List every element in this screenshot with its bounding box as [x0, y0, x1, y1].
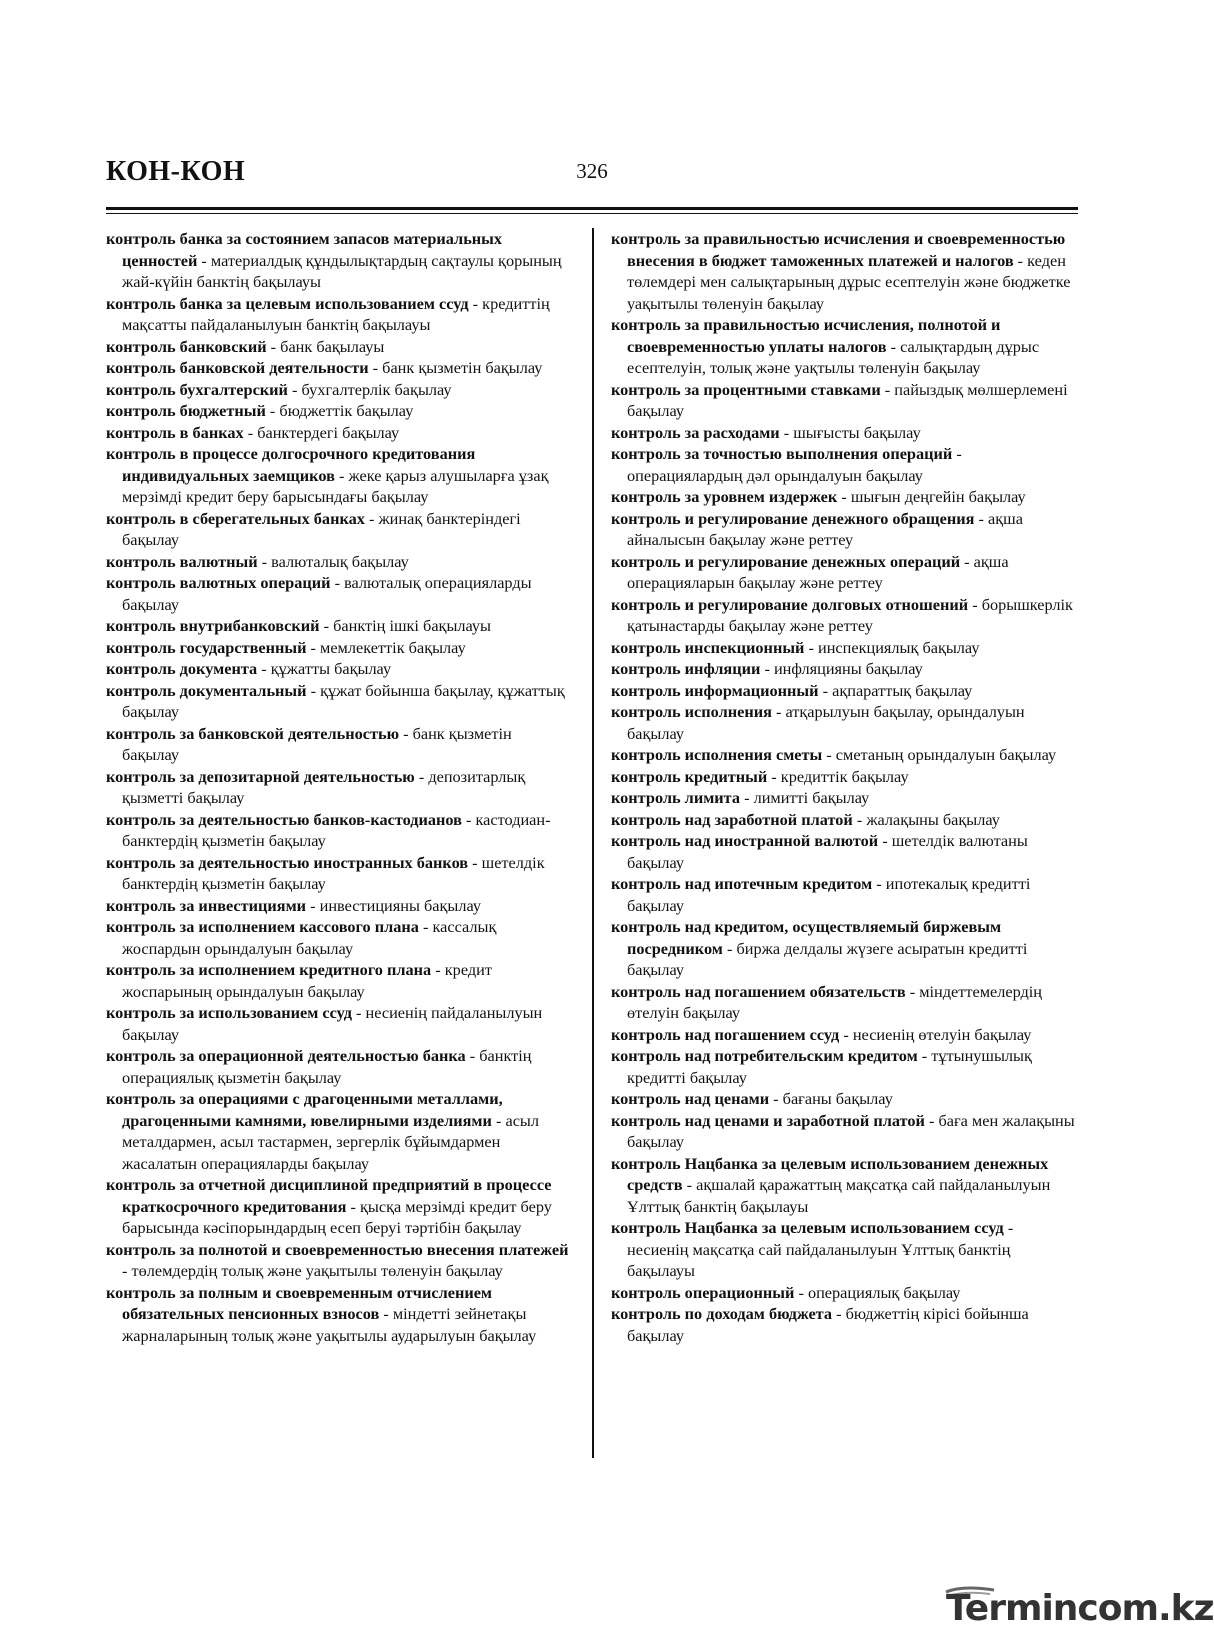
- entry-definition: қысқа мерзімді кредит беру барысында кәсіпорындардың есеп беруі тәртібін бақылау: [122, 1196, 552, 1237]
- entry-definition: пайыздық мөлшерлемені бақылау: [627, 379, 1068, 420]
- dictionary-entry: [611, 228, 1077, 314]
- dictionary-entry: [106, 400, 572, 422]
- column-divider: [592, 228, 594, 1458]
- entry-term: контроль за операциями с драгоценными металлами, драгоценными камнями, ювелирными изделиями: [106, 1089, 503, 1130]
- entry-definition: жеке қарыз алушыларға ұзақ мерзімді кредит беру барысындағы бақылау: [122, 465, 549, 506]
- entry-term: контроль за правильностью исчисления и своевременностью внесения в бюджет таможенных платежей и налогов: [611, 229, 1066, 270]
- entry-separator: -: [839, 1024, 853, 1044]
- entry-term: контроль банковский: [106, 336, 267, 356]
- entry-term: контроль банка за целевым использованием ссуд: [106, 293, 469, 313]
- entry-separator: -: [769, 1089, 783, 1108]
- entry-term: контроль за исполнением кассового плана: [106, 917, 419, 936]
- entry-definition: кастодиан-банктердің қызметін бақылау: [122, 809, 551, 850]
- entry-term: контроль за точностью выполнения операций: [611, 444, 953, 463]
- entry-definition: мемлекеттік бақылау: [320, 637, 466, 657]
- entry-separator: -: [257, 551, 272, 571]
- entry-term: контроль и регулирование денежных операций: [611, 551, 961, 571]
- dictionary-entry: [106, 615, 572, 637]
- entry-term: контроль за правильностью исчисления, полнотой и своевременностью уплаты налогов: [611, 315, 1001, 356]
- entry-separator: -: [468, 852, 482, 872]
- entry-separator: -: [334, 465, 349, 485]
- entry-term: контроль исполнения: [611, 702, 772, 721]
- dictionary-entry: [611, 1024, 1077, 1046]
- entry-definition: операциялық бақылау: [807, 1282, 961, 1302]
- entry-separator: -: [917, 1046, 932, 1065]
- entry-separator: -: [197, 250, 211, 270]
- entry-term: контроль по доходам бюджета: [611, 1304, 833, 1323]
- right-column: [611, 228, 1077, 1346]
- entry-definition: ақшалай қаражаттың мақсатқа сай пайдаланылуын Ұлттық банктің бақылауы: [627, 1175, 1051, 1216]
- page-number: 326: [576, 159, 608, 183]
- entry-definition: бағаны бақылау: [782, 1089, 893, 1108]
- entry-term: контроль за банковской деятельностью: [106, 723, 400, 743]
- dictionary-entry: [611, 809, 1077, 831]
- entry-separator: -: [767, 766, 781, 786]
- dictionary-entry: [611, 916, 1077, 981]
- dictionary-entry: [611, 873, 1077, 916]
- entry-term: контроль бюджетный: [106, 401, 266, 420]
- entry-separator: -: [418, 917, 433, 936]
- dictionary-entry: [611, 701, 1077, 744]
- entry-definition: кассалық жоспардын орындалуын бақылау: [122, 917, 497, 958]
- entry-term: контроль и регулирование долговых отношений: [611, 594, 969, 614]
- entry-term: контроль за расходами: [611, 422, 780, 442]
- dictionary-entry: [106, 443, 572, 508]
- entry-term: контроль над погашением обязательств: [611, 981, 906, 1001]
- entry-definition: жалақыны бақылау: [866, 809, 1000, 829]
- entry-separator: -: [878, 831, 892, 850]
- entry-definition: материалдық құндылықтардың сақтаулы қорының жай-күйін банктің бақылауы: [122, 250, 562, 291]
- entry-term: контроль за полнотой и своевременностью внесения платежей: [106, 1239, 569, 1259]
- entry-term: контроль государственный: [106, 637, 307, 657]
- entry-definition: атқарылуын бақылау, орындалуын бақылау: [627, 702, 1025, 743]
- entry-separator: -: [740, 788, 754, 807]
- dictionary-entry: [106, 1174, 572, 1239]
- entry-definition: банк бақылауы: [280, 336, 385, 356]
- entry-term: контроль кредитный: [611, 766, 768, 786]
- dictionary-entry: [611, 379, 1077, 422]
- entry-separator: -: [952, 444, 962, 463]
- entry-separator: -: [266, 336, 281, 356]
- entry-term: контроль банковской деятельности: [106, 358, 369, 377]
- entry-separator: -: [468, 293, 483, 313]
- dictionary-entry: [611, 486, 1077, 508]
- dictionary-entry: [611, 422, 1077, 444]
- dictionary-entry: [611, 744, 1077, 766]
- entry-term: контроль валютный: [106, 551, 258, 571]
- dictionary-entry: [611, 981, 1077, 1024]
- dictionary-entry: [106, 852, 572, 895]
- entry-term: контроль исполнения сметы: [611, 745, 823, 764]
- entry-definition: депозитарлық қызметті бақылау: [122, 766, 526, 807]
- entry-term: контроль над кредитом, осуществляемый биржевым посредником: [611, 917, 1002, 958]
- entry-term: контроль за инвестициями: [106, 895, 307, 915]
- entry-definition: құжатты бақылау: [270, 659, 392, 678]
- header-rule-thin: [106, 213, 1078, 214]
- entry-term: контроль в процессе долгосрочного кредитования индивидуальных заемщиков: [106, 444, 476, 485]
- entry-term: контроль внутрибанковский: [106, 616, 320, 635]
- entry-separator: -: [346, 1196, 361, 1216]
- entry-definition: кредиттік бақылау: [780, 766, 909, 786]
- dictionary-entry: [106, 508, 572, 551]
- dictionary-entry: [106, 723, 572, 766]
- entry-separator: -: [319, 616, 334, 635]
- entry-separator: -: [779, 422, 794, 442]
- entry-separator: -: [905, 981, 920, 1001]
- dictionary-entry: [106, 658, 572, 680]
- entry-definition: ипотекалық кредитті бақылау: [627, 874, 1031, 915]
- entry-separator: -: [872, 874, 886, 893]
- dictionary-entry: [106, 637, 572, 659]
- entry-definition: инспекциялық бақылау: [817, 637, 980, 657]
- entry-term: контроль Нацбанка за целевым использованием денежных средств: [611, 1153, 1049, 1194]
- entry-definition: инвестицияны бақылау: [319, 895, 481, 915]
- dictionary-entry: [106, 379, 572, 401]
- dictionary-entry: [611, 766, 1077, 788]
- entry-definition: ақпараттық бақылау: [832, 680, 973, 700]
- entry-separator: -: [1013, 250, 1028, 270]
- dictionary-entry: [611, 1088, 1077, 1110]
- entry-separator: -: [771, 702, 786, 721]
- dictionary-entry: [106, 959, 572, 1002]
- entry-separator: -: [243, 422, 258, 442]
- entry-term: контроль банка за состоянием запасов материальных ценностей: [106, 229, 503, 270]
- entry-separator: -: [306, 895, 320, 915]
- entry-separator: -: [465, 1046, 480, 1065]
- entry-term: контроль бухгалтерский: [106, 379, 288, 399]
- page-header: [106, 156, 1078, 212]
- entry-term: контроль за полным и своевременным отчислением обязательных пенсионных взносов: [106, 1282, 493, 1323]
- dictionary-entry: [106, 1088, 572, 1174]
- dictionary-entry: [611, 1110, 1077, 1153]
- entry-definition: бюджеттің кірісі бойынша бақылау: [627, 1304, 1029, 1345]
- entry-definition: бухгалтерлік бақылау: [301, 379, 452, 399]
- entry-definition: шетелдік банктердің қызметін бақылау: [122, 852, 545, 893]
- entry-term: контроль документа: [106, 659, 258, 678]
- entry-separator: -: [822, 745, 836, 764]
- dictionary-entry: [106, 766, 572, 809]
- dictionary-entry: [611, 443, 1077, 486]
- entry-separator: -: [837, 487, 851, 506]
- entry-definition: жинақ банктеріндегі бақылау: [122, 508, 521, 549]
- dictionary-entry: [106, 680, 572, 723]
- entry-term: контроль информационный: [611, 680, 819, 700]
- entry-term: контроль над ценами: [611, 1089, 770, 1108]
- dictionary-entry: [611, 1153, 1077, 1218]
- entry-definition: несиенің мақсатқа сай пайдаланылуын Ұлттық банктің бақылауы: [627, 1239, 1011, 1280]
- dictionary-entry: [106, 916, 572, 959]
- entry-term: контроль инспекционный: [611, 637, 805, 657]
- dictionary-entry: [106, 572, 572, 615]
- dictionary-entry: [106, 551, 572, 573]
- entry-definition: операциялардың дәл орындалуын бақылау: [627, 465, 923, 485]
- entry-definition: бюджеттік бақылау: [279, 401, 414, 420]
- entry-separator: -: [960, 551, 974, 571]
- entry-definition: шығын деңгейін бақылау: [850, 487, 1026, 506]
- section-title: КОН-КОН: [106, 156, 246, 187]
- dictionary-entry: [106, 1239, 572, 1282]
- entry-definition: инфляцияны бақылау: [773, 659, 923, 678]
- entry-definition: асыл металдармен, асыл тастармен, зергерлік бұйымдармен жасалатын операцияларды бақылау: [122, 1110, 539, 1173]
- entry-definition: кредит жоспарының орындалуын бақылау: [122, 960, 492, 1001]
- entry-term: контроль над погашением ссуд: [611, 1024, 840, 1044]
- entry-definition: ақша операцияларын бақылау және реттеу: [627, 551, 1009, 592]
- entry-separator: -: [257, 659, 271, 678]
- entry-term: контроль за исполнением кредитного плана: [106, 960, 432, 979]
- entry-definition: биржа делдалы жүзеге асыратын кредитті бақылау: [627, 938, 1028, 979]
- entry-definition: кеден төлемдері мен салықтарының дұрыс есептелуін және бюджетке уақытылы төленуін бақылау: [627, 250, 1071, 313]
- entry-term: контроль инфляции: [611, 659, 761, 678]
- entry-separator: -: [306, 637, 321, 657]
- dictionary-entry: [106, 336, 572, 358]
- entry-separator: -: [722, 938, 737, 958]
- entry-definition: шығысты бақылау: [793, 422, 921, 442]
- entry-separator: -: [1003, 1218, 1014, 1237]
- entry-term: контроль Нацбанка за целевым использованием ссуд: [611, 1218, 1004, 1237]
- entry-term: контроль операционный: [611, 1282, 795, 1302]
- dictionary-entry: [611, 830, 1077, 873]
- entry-definition: лимитті бақылау: [753, 788, 870, 807]
- entry-definition: ақша айналысын бақылау және реттеу: [627, 508, 1023, 549]
- dictionary-entry: [106, 895, 572, 917]
- entry-term: контроль за депозитарной деятельностью: [106, 766, 415, 786]
- entry-separator: -: [682, 1175, 697, 1194]
- entry-term: контроль за уровнем издержек: [611, 487, 838, 506]
- entry-separator: -: [968, 594, 982, 614]
- entry-definition: салықтардың дұрыс есептелуін, толық және уақтылы төленуін бақылау: [627, 336, 1040, 377]
- entry-separator: -: [306, 680, 321, 700]
- entry-term: контроль валютных операций: [106, 573, 331, 592]
- entry-definition: банк қызметін бақылау: [122, 723, 512, 764]
- site-watermark-logo: [946, 1588, 1214, 1632]
- dictionary-entry: [611, 1045, 1077, 1088]
- entry-term: контроль за деятельностью иностранных банков: [106, 852, 469, 872]
- entry-separator: -: [368, 358, 383, 377]
- watermark-text: Termincom.kz: [946, 1588, 1214, 1629]
- entry-separator: -: [491, 1110, 506, 1130]
- dictionary-entry: [106, 809, 572, 852]
- dictionary-entry: [106, 1002, 572, 1045]
- dictionary-entry: [611, 314, 1077, 379]
- entry-term: контроль за деятельностью банков-кастодианов: [106, 809, 462, 829]
- entry-definition: міндетті зейнетақы жарналарының толық және уақытылы аударылуын бақылау: [122, 1304, 537, 1345]
- dictionary-entry: [611, 594, 1077, 637]
- entry-definition: банктердегі бақылау: [257, 422, 400, 442]
- entry-definition: шетелдік валютаны бақылау: [627, 831, 1028, 872]
- entry-separator: -: [974, 508, 989, 528]
- entry-separator: -: [804, 637, 818, 657]
- entry-definition: баға мен жалақыны бақылау: [627, 1110, 1075, 1151]
- entry-definition: банктің операциялық қызметін бақылау: [122, 1046, 532, 1087]
- entry-separator: -: [414, 766, 429, 786]
- dictionary-entry: [611, 1303, 1077, 1346]
- dictionary-entry: [106, 422, 572, 444]
- entry-definition: құжат бойынша бақылау, құжаттық бақылау: [122, 680, 565, 721]
- dictionary-entry: [106, 293, 572, 336]
- entry-separator: -: [431, 960, 445, 979]
- entry-definition: тұтынушылық кредитті бақылау: [627, 1046, 1032, 1087]
- entry-definition: валюталық операцияларды бақылау: [122, 573, 532, 614]
- entry-definition: несиенің өтелуін бақылау: [852, 1024, 1032, 1044]
- entry-term: контроль и регулирование денежного обращения: [611, 508, 975, 528]
- dictionary-entry: [106, 1282, 572, 1347]
- entry-definition: банк қызметін бақылау: [382, 358, 543, 377]
- entry-term: контроль над ценами и заработной платой: [611, 1110, 925, 1130]
- entry-separator: -: [818, 680, 833, 700]
- dictionary-entry: [611, 551, 1077, 594]
- entry-term: контроль за отчетной дисциплиной предприятий в процессе краткосрочного кредитования: [106, 1175, 552, 1216]
- entry-term: контроль в банках: [106, 422, 244, 442]
- entry-separator: -: [461, 809, 476, 829]
- dictionary-entry: [611, 1217, 1077, 1282]
- dictionary-entry: [611, 787, 1077, 809]
- entry-separator: -: [886, 336, 901, 356]
- entry-separator: -: [794, 1282, 808, 1302]
- entry-term: контроль над заработной платой: [611, 809, 853, 829]
- header-rule-thick: [106, 207, 1078, 210]
- dictionary-entry: [106, 357, 572, 379]
- entry-separator: -: [880, 379, 895, 399]
- entry-definition: кредиттің мақсатты пайдаланылуын банктің бақылауы: [122, 293, 550, 334]
- entry-definition: борышкерлік қатынастарды бақылау және реттеу: [627, 594, 1073, 635]
- dictionary-entry: [611, 1282, 1077, 1304]
- entry-term: контроль над иностранной валютой: [611, 831, 879, 850]
- entry-term: контроль над ипотечным кредитом: [611, 874, 873, 893]
- entry-separator: -: [924, 1110, 939, 1130]
- entry-definition: несиенің пайдаланылуын бақылау: [122, 1003, 543, 1044]
- entry-separator: -: [287, 379, 302, 399]
- entry-separator: -: [351, 1003, 366, 1022]
- entry-definition: сметаның орындалуын бақылау: [835, 745, 1057, 764]
- entry-term: контроль за операционной деятельностью банка: [106, 1046, 466, 1065]
- dictionary-entry: [611, 508, 1077, 551]
- entry-separator: -: [265, 401, 280, 420]
- left-column: [106, 228, 572, 1346]
- entry-separator: -: [760, 659, 774, 678]
- entry-separator: -: [379, 1304, 393, 1323]
- dictionary-entry: [611, 680, 1077, 702]
- entry-term: контроль над потребительским кредитом: [611, 1046, 918, 1065]
- dictionary-entry: [611, 637, 1077, 659]
- entry-definition: міндеттемелердің өтелуін бақылау: [627, 981, 1043, 1022]
- entry-term: контроль лимита: [611, 788, 741, 807]
- entry-separator: -: [122, 1261, 132, 1280]
- entry-definition: төлемдердің толық және уақытылы төленуін бақылау: [131, 1261, 503, 1280]
- entry-separator: -: [364, 508, 379, 528]
- entry-term: контроль за использованием ссуд: [106, 1003, 352, 1022]
- dictionary-entry: [106, 228, 572, 293]
- entry-term: контроль документальный: [106, 680, 307, 700]
- entry-definition: банктің ішкі бақылауы: [333, 616, 491, 635]
- entry-separator: -: [852, 809, 867, 829]
- entry-separator: -: [330, 573, 345, 592]
- entry-term: контроль в сберегательных банках: [106, 508, 365, 528]
- dictionary-entry: [611, 658, 1077, 680]
- entry-definition: валюталық бақылау: [271, 551, 409, 571]
- entry-separator: -: [399, 723, 413, 743]
- entry-separator: -: [832, 1304, 846, 1323]
- dictionary-entry: [106, 1045, 572, 1088]
- entry-term: контроль за процентными ставками: [611, 379, 881, 399]
